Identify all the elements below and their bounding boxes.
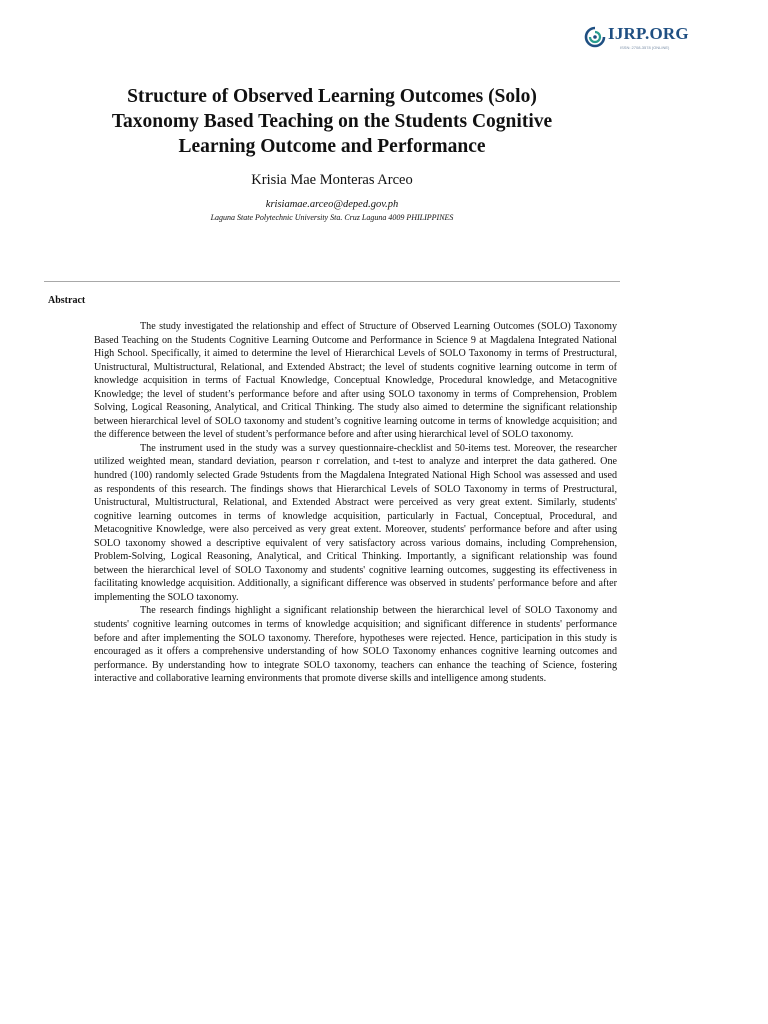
author-email: krisiamae.arceo@deped.gov.ph (265, 199, 399, 210)
title-line: Taxonomy Based Teaching on the Students Cognitive (111, 111, 553, 132)
author-affiliation: Laguna State Polytechnic University Sta. Cruz Laguna 4009 PHILIPPINES (210, 213, 454, 222)
abstract-heading: Abstract (48, 295, 86, 306)
paper-title (60, 84, 604, 159)
logo-text: IJRP.ORG (608, 24, 689, 43)
divider (44, 281, 620, 282)
abstract-paragraph: The instrument used in the study was a survey questionnaire-checklist and 50-items test. Moreover, the researcher utilized weighted mean, standard deviation, pearson r correlation, and t-test to analyze and interpret the data gathered. One hundred (100) randomly selected Grade 9students from the Magdalena Integrated National High School was assessed and used as respondents of this research. The findings shows that Hierarchical Levels of SOLO Taxonomy in terms of Prestructural, Unistructural, Multistructural, Relational, and Extended Abstract were perceived as very great extent. Similarly, students' cognitive learning outcomes in terms of knowledge acquisition, particularly in Factual, Conceptual, Procedural, and Metacognitive Knowledge, were also perceived as very great extent. Moreover, students' performance before and after using SOLO taxonomy showed a descriptive equivalent of very satisfactory across various domains, including Comprehension, Problem-Solving, Logical Reasoning, Analytical, and Critical Thinking. Importantly, a significant relationship was found between the hierarchical level of SOLO Taxonomy and students' cognitive learning outcomes, suggesting its effectiveness in facilitating knowledge acquisition. Additionally, a significant difference was observed in students' performance before and after implementing the SOLO taxonomy. (94, 442, 617, 603)
journal-logo (584, 24, 694, 52)
abstract-paragraph: The research findings highlight a significant relationship between the hierarchical level of SOLO Taxonomy and students' cognitive learning outcomes in terms of knowledge acquisition; and significant difference in students' performance before and after implementing the SOLO taxonomy. Therefore, hypotheses were rejected. Hence, participation in this study is encouraged as it offers a comprehensive understanding of how SOLO Taxonomy enhances cognitive learning outcomes and performance. By understanding how to integrate SOLO taxonomy, teachers can enhance the teaching of Science, fostering interactive and collaborative learning environments that promote diverse skills and intelligence among students. (94, 605, 617, 685)
title-line: Structure of Observed Learning Outcomes (Solo) (127, 86, 537, 107)
abstract-paragraph: The study investigated the relationship and effect of Structure of Observed Learning Outcomes (SOLO) Taxonomy Based Teaching on the Students Cognitive Learning Outcome and Performance in Science 9 at Magdalena Integrated National High School. Specifically, it aimed to determine the level of Hierarchical Levels of SOLO Taxonomy in terms of Prestructural, Unistructural, Multistructural, Relational, and Extended Abstract; the level of students cognitive learning outcome in term of knowledge acquisition in terms of Factual Knowledge, Conceptual Knowledge, Procedural knowledge, and Metacognitive Knowledge; the level of student’s performance before and after using SOLO taxonomy in terms of Comprehension, Problem Solving, Logical Reasoning, Analytical, and Critical Thinking. The study also aimed to determine the significant relationship between hierarchical level of SOLO taxonomy and student’s cognitive learning outcome in terms of knowledge acquisition; and the difference between the level of student’s performance before and after using hierarchical level of SOLO taxonomy. (94, 321, 617, 441)
author-name: Krisia Mae Monteras Arceo (251, 172, 413, 188)
abstract-body (94, 320, 617, 686)
logo-subtext: ISSN: 2708-3578 (ONLINE) (620, 45, 670, 50)
title-line: Learning Outcome and Performance (178, 136, 486, 157)
swirl-icon (584, 26, 606, 48)
